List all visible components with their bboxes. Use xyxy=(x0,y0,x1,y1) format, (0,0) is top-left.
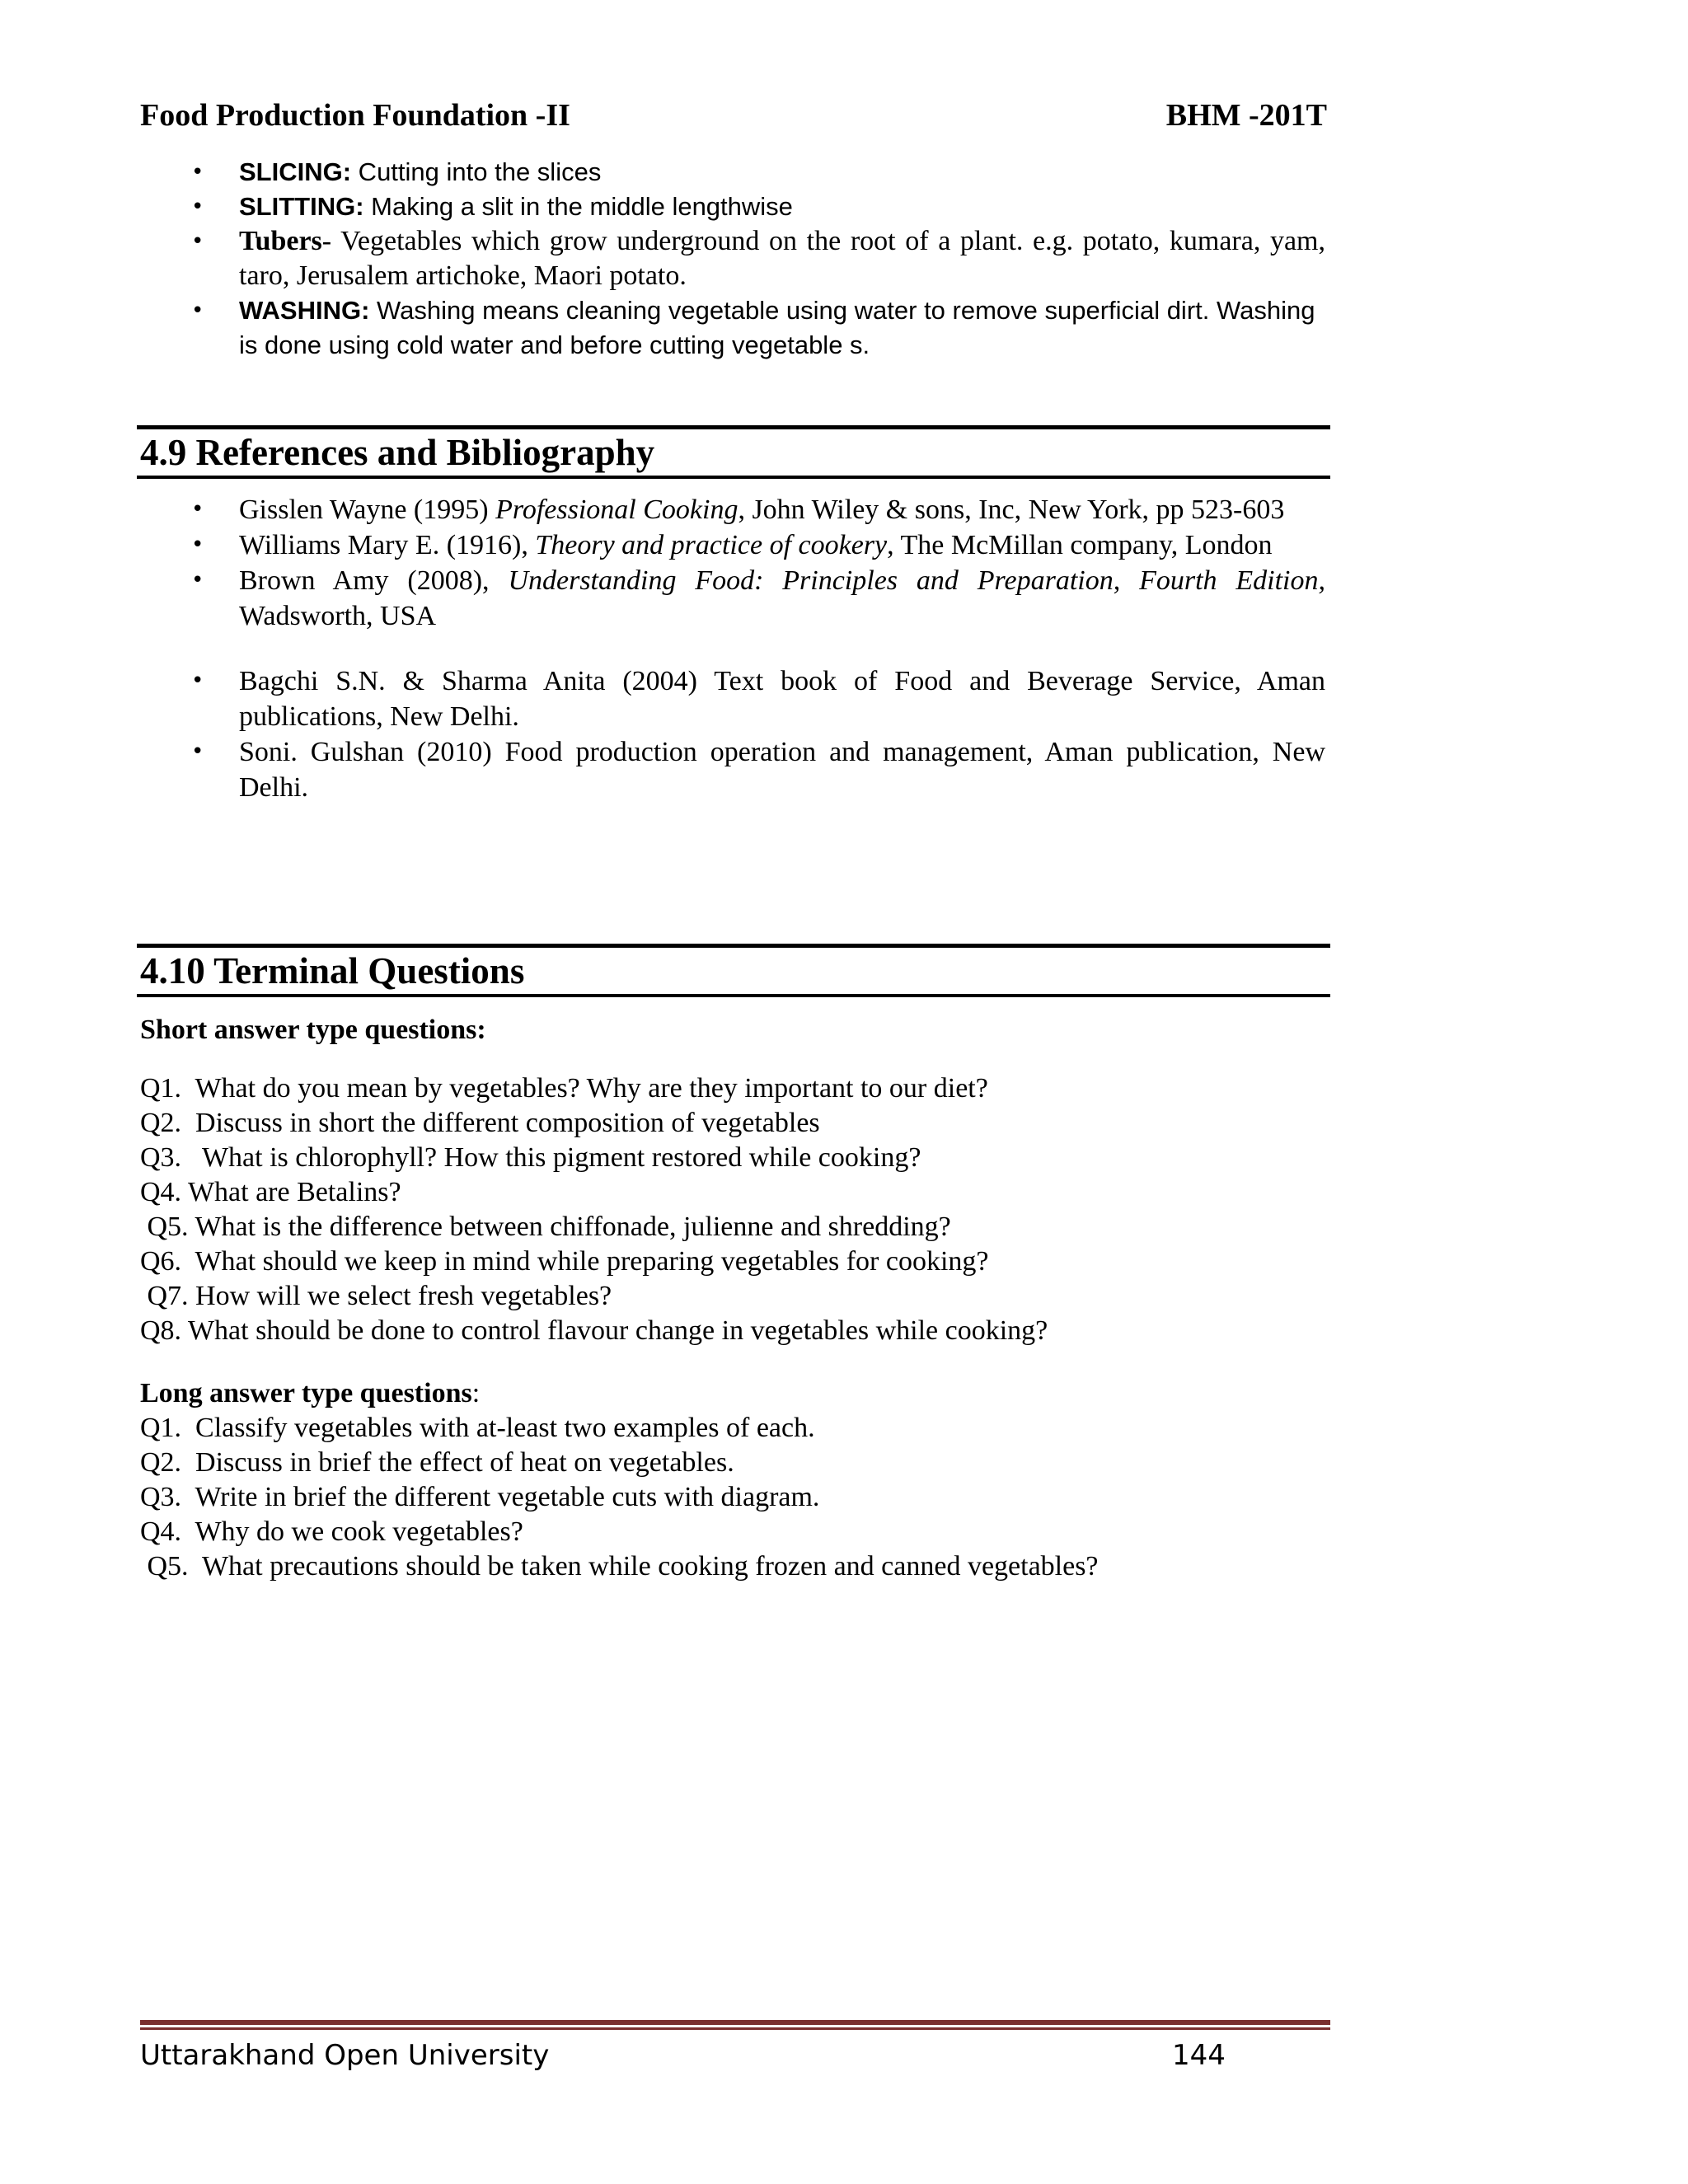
question-item: Q5. What precautions should be taken while cooking frozen and canned vegetables? xyxy=(140,1551,1099,1582)
reference-text: Soni. Gulshan (2010) Food production operation and management, Aman publication, New Delhi. xyxy=(239,737,1325,803)
long-questions-label: Long answer type questions xyxy=(140,1378,472,1408)
bullet-icon: • xyxy=(191,298,204,323)
footer-rule xyxy=(140,2020,1330,2025)
bullet-icon: • xyxy=(191,160,204,185)
page-header xyxy=(140,97,1327,138)
question-item: Q8. What should be done to control flavour change in vegetables while cooking? xyxy=(140,1315,1048,1346)
short-questions-block xyxy=(140,1013,1327,1348)
question-item: Q4. What are Betalins? xyxy=(140,1177,401,1207)
question-item: Q4. Why do we cook vegetables? xyxy=(140,1516,523,1547)
glossary-term: SLICING: xyxy=(239,157,352,186)
course-code: BHM -201T xyxy=(1165,98,1327,133)
question-item: Q3. What is chlorophyll? How this pigment restored while cooking? xyxy=(140,1142,921,1173)
university-name: Uttarakhand Open University xyxy=(140,2039,550,2072)
glossary-item xyxy=(140,155,1327,190)
page-number: 144 xyxy=(1172,2039,1226,2072)
reference-publisher: , The McMillan company, London xyxy=(887,530,1273,560)
reference-text: Bagchi S.N. & Sharma Anita (2004) Text book of Food and Beverage Service, Aman publications, New Delhi. xyxy=(239,666,1325,732)
question-item: Q3. Write in brief the different vegetable cuts with diagram. xyxy=(140,1482,820,1512)
bullet-icon: • xyxy=(191,668,204,693)
reference-item xyxy=(140,663,1327,734)
section-rule xyxy=(137,476,1330,479)
glossary-text: Washing means cleaning vegetable using water to remove superficial dirt. Washing is done using cold water and before cutting vegetable s. xyxy=(239,296,1315,359)
references-section-header xyxy=(137,425,1330,479)
reference-item xyxy=(140,527,1327,563)
glossary-term: Tubers xyxy=(239,226,322,256)
bullet-icon: • xyxy=(191,568,204,593)
question-item: Q1. Classify vegetables with at-least two examples of each. xyxy=(140,1413,815,1443)
question-item: Q2. Discuss in short the different composition of vegetables xyxy=(140,1108,820,1138)
short-questions-list xyxy=(140,1071,1327,1348)
glossary-item xyxy=(140,190,1327,224)
question-item: Q5. What is the difference between chiffonade, julienne and shredding? xyxy=(140,1212,951,1242)
bullet-icon: • xyxy=(191,532,204,557)
question-item: Q2. Discuss in brief the effect of heat on vegetables. xyxy=(140,1447,734,1478)
long-questions-label-suffix: : xyxy=(471,1378,481,1408)
reference-item xyxy=(140,734,1327,805)
reference-item xyxy=(140,563,1327,634)
bullet-icon: • xyxy=(191,739,204,764)
long-questions-list xyxy=(140,1411,1327,1584)
terminal-section-header xyxy=(137,944,1330,997)
reference-publisher: , John Wiley & sons, Inc, New York, pp 523-603 xyxy=(738,494,1285,525)
glossary-list xyxy=(140,155,1327,363)
references-list xyxy=(140,492,1327,805)
short-questions-label: Short answer type questions: xyxy=(140,1015,486,1045)
reference-author: Brown Amy (2008), xyxy=(239,565,509,596)
reference-title: Understanding Food: Principles and Preparation, Fourth Edition, xyxy=(508,565,1325,596)
glossary-item xyxy=(140,224,1327,293)
footer-rule xyxy=(140,2027,1330,2030)
question-item: Q6. What should we keep in mind while preparing vegetables for cooking? xyxy=(140,1246,989,1277)
reference-author: Williams Mary E. (1916), xyxy=(239,530,536,560)
bullet-icon: • xyxy=(191,229,204,254)
section-rule xyxy=(137,994,1330,997)
glossary-term: WASHING: xyxy=(239,296,370,325)
question-item: Q1. What do you mean by vegetables? Why are they important to our diet? xyxy=(140,1073,988,1104)
terminal-heading: 4.10 Terminal Questions xyxy=(140,950,525,991)
glossary-term: SLITTING: xyxy=(239,192,364,221)
glossary-text: Cutting into the slices xyxy=(351,157,602,186)
long-questions-block xyxy=(140,1376,1327,1584)
reference-title: Professional Cooking xyxy=(495,494,738,525)
glossary-item xyxy=(140,293,1327,363)
references-heading: 4.9 References and Bibliography xyxy=(140,432,655,473)
course-title: Food Production Foundation -II xyxy=(140,98,570,133)
bullet-icon: • xyxy=(191,194,204,219)
reference-item xyxy=(140,492,1327,527)
glossary-text: - Vegetables which grow underground on the root of a plant. e.g. potato, kumara, yam, taro, Jerusalem artichoke, Maori potato. xyxy=(239,226,1325,291)
reference-author: Gisslen Wayne (1995) xyxy=(239,494,496,525)
page-footer xyxy=(140,2039,1330,2075)
long-questions-label-row xyxy=(140,1376,1327,1411)
reference-title: Theory and practice of cookery xyxy=(535,530,888,560)
glossary-text: Making a slit in the middle lengthwise xyxy=(363,192,793,221)
question-item: Q7. How will we select fresh vegetables? xyxy=(140,1281,612,1311)
bullet-icon: • xyxy=(191,497,204,522)
reference-publisher: Wadsworth, USA xyxy=(239,601,437,631)
